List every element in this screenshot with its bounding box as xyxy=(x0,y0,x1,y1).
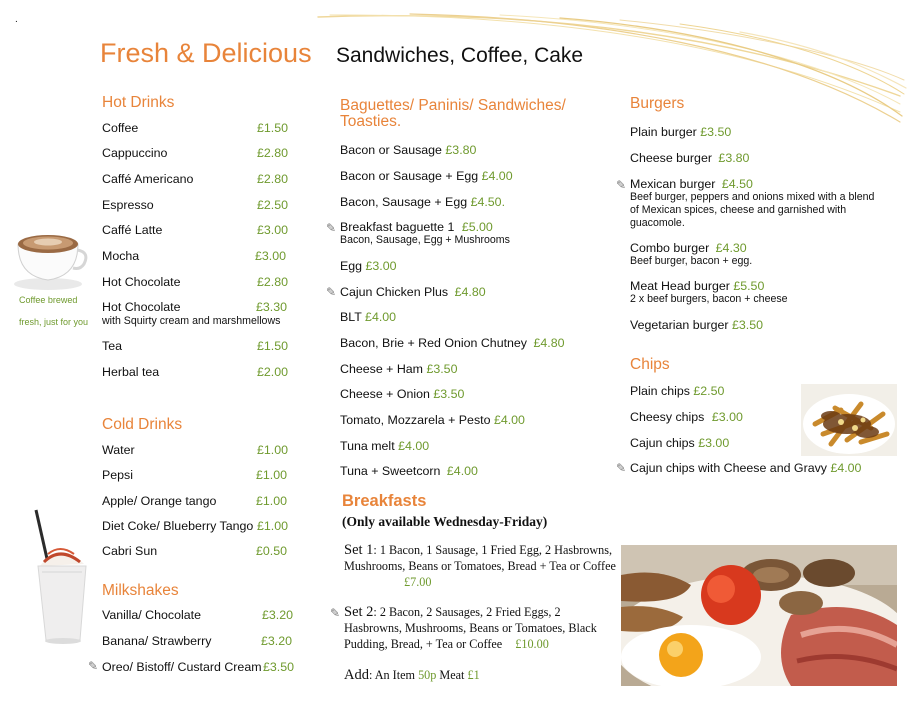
menu-item xyxy=(630,177,880,230)
add-label: Add xyxy=(344,667,369,683)
cold-drinks-heading: Cold Drinks xyxy=(102,416,183,433)
coffee-note: fresh, just for you xyxy=(19,317,89,327)
item-price: £4.00 xyxy=(481,169,513,183)
menu-item: Cappuccino xyxy=(102,146,168,160)
menu-item: Hot Chocolate xyxy=(102,275,181,289)
chips-heading: Chips xyxy=(630,356,670,373)
add-meat-price: £1 xyxy=(467,668,480,682)
milkshake-image xyxy=(30,506,94,646)
item-price: £2.00 xyxy=(257,365,289,379)
item-price: £3.80 xyxy=(445,143,477,157)
stray-mark: . xyxy=(15,14,18,25)
menu-item xyxy=(340,387,464,401)
brand-title: Fresh & Delicious xyxy=(100,38,312,68)
item-price: £1.00 xyxy=(257,443,289,457)
item-name: Combo burger xyxy=(630,241,710,255)
item-name: Cajun chips with Cheese and Gravy xyxy=(630,461,827,475)
menu-item xyxy=(340,336,564,350)
menu-item xyxy=(340,413,525,427)
item-name: Hot Chocolate xyxy=(102,300,181,314)
item-name: Tuna melt xyxy=(340,439,395,453)
item-price: £3.20 xyxy=(261,634,293,648)
item-name: Cheese + Onion xyxy=(340,387,430,401)
coffee-note: Coffee brewed xyxy=(19,295,78,305)
item-price: £3.00 xyxy=(365,259,397,273)
menu-item xyxy=(340,143,476,157)
menu-item xyxy=(630,241,752,268)
menu-item xyxy=(340,169,513,183)
hot-drinks-heading: Hot Drinks xyxy=(102,94,175,111)
item-name: Cajun chips xyxy=(630,436,695,450)
item-price: £3.20 xyxy=(262,608,294,622)
menu-item xyxy=(340,362,457,376)
set-price: £10.00 xyxy=(515,637,549,651)
item-price: £4.50 xyxy=(721,177,753,191)
item-price: £1.50 xyxy=(257,121,289,135)
menu-item xyxy=(630,461,861,475)
breakfast-image xyxy=(621,545,897,686)
item-name: Bacon, Brie + Red Onion Chutney xyxy=(340,336,528,350)
item-name: Tuna + Sweetcorn xyxy=(340,464,441,478)
menu-item xyxy=(630,318,763,332)
menu-item xyxy=(630,384,724,398)
item-price: £2.80 xyxy=(257,275,289,289)
breakfast-add xyxy=(344,667,616,683)
menu-item: Espresso xyxy=(102,198,154,212)
item-price: £3.50 xyxy=(433,387,465,401)
add-meat-text: Meat xyxy=(439,668,465,682)
menu-item: Banana/ Strawberry xyxy=(102,634,212,648)
vegetarian-icon: ✎ xyxy=(616,178,627,192)
coffee-cup-image xyxy=(10,224,90,294)
set-price: £7.00 xyxy=(404,575,432,589)
menu-item xyxy=(340,285,486,299)
item-name: Breakfast baguette 1 xyxy=(340,220,455,234)
vegetarian-icon: ✎ xyxy=(326,285,337,299)
item-price: £3.80 xyxy=(718,151,750,165)
item-name: Cheese + Ham xyxy=(340,362,423,376)
item-price: £4.50. xyxy=(470,195,506,209)
item-price: £4.00 xyxy=(446,464,478,478)
item-price: £2.80 xyxy=(257,146,289,160)
vegetarian-icon: ✎ xyxy=(616,461,627,475)
item-price: £4.80 xyxy=(454,285,486,299)
item-name: Plain burger xyxy=(630,125,697,139)
menu-item: Apple/ Orange tango xyxy=(102,494,217,508)
menu-item: Water xyxy=(102,443,135,457)
menu-item xyxy=(340,259,397,273)
menu-item xyxy=(630,151,749,165)
menu-item xyxy=(630,410,743,424)
set-description: : 2 Bacon, 2 Sausages, 2 Fried Eggs, 2 Hasbrowns, Mushrooms, Beans or Tomatoes, Black Pudding, Bread, + Tea or Coffee xyxy=(344,605,597,651)
item-description: Beef burger, bacon + egg. xyxy=(630,255,753,267)
item-name: Vegetarian burger xyxy=(630,318,729,332)
menu-item xyxy=(102,300,280,328)
menu-item: Cabri Sun xyxy=(102,544,158,558)
item-price: £3.00 xyxy=(698,436,730,450)
menu-item xyxy=(630,125,731,139)
item-name: Bacon or Sausage xyxy=(340,143,442,157)
item-name: Egg xyxy=(340,259,363,273)
item-price: £3.50 xyxy=(426,362,458,376)
menu-item: Pepsi xyxy=(102,468,133,482)
item-price: £2.50 xyxy=(693,384,725,398)
breakfast-set-1 xyxy=(344,542,616,590)
burgers-heading: Burgers xyxy=(630,95,685,112)
set-label: Set 2 xyxy=(344,604,374,620)
menu-item xyxy=(340,195,505,209)
item-price: £3.30 xyxy=(256,300,288,314)
item-price: £4.80 xyxy=(533,336,565,350)
tagline: Sandwiches, Coffee, Cake xyxy=(336,44,584,67)
menu-item xyxy=(630,279,788,306)
menu-item xyxy=(630,436,729,450)
item-name: Cheesy chips xyxy=(630,410,705,424)
menu-item: Coffee xyxy=(102,121,139,135)
breakfasts-subtitle: (Only available Wednesday-Friday) xyxy=(342,514,548,529)
item-price: £5.50 xyxy=(733,279,765,293)
item-price: £2.50 xyxy=(257,198,289,212)
item-price: £0.50 xyxy=(256,544,288,558)
item-price: £3.00 xyxy=(255,249,287,263)
menu-item: Herbal tea xyxy=(102,365,160,379)
item-price: £3.50 xyxy=(700,125,732,139)
item-name: Cajun Chicken Plus xyxy=(340,285,449,299)
item-description: 2 x beef burgers, bacon + cheese xyxy=(630,293,788,305)
menu-item: Diet Coke/ Blueberry Tango xyxy=(102,519,254,533)
item-price: £4.00 xyxy=(493,413,525,427)
breakfast-set-2 xyxy=(344,604,616,652)
item-price: £3.50 xyxy=(263,660,295,674)
item-price: £3.00 xyxy=(257,223,289,237)
menu-item xyxy=(340,439,429,453)
item-name: Tomato, Mozzarela + Pesto xyxy=(340,413,491,427)
item-price: £3.50 xyxy=(731,318,763,332)
item-price: £1.00 xyxy=(256,494,288,508)
menu-item: Tea xyxy=(102,339,122,353)
menu-item: Caffé Americano xyxy=(102,172,194,186)
set-description: : 1 Bacon, 1 Sausage, 1 Fried Egg, 2 Hasbrowns, Mushrooms, Beans or Tomatoes, Bread + Tea or Coffee xyxy=(344,543,616,573)
item-name: BLT xyxy=(340,310,362,324)
item-price: £3.00 xyxy=(711,410,743,424)
add-item-text: : An Item xyxy=(368,668,416,682)
menu-item: Caffé Latte xyxy=(102,223,163,237)
sandwiches-heading: Baguettes/ Paninis/ Sandwiches/ Toasties. xyxy=(340,97,566,130)
menu-item: Vanilla/ Chocolate xyxy=(102,608,201,622)
set-label: Set 1 xyxy=(344,542,374,558)
item-price: £4.00 xyxy=(830,461,862,475)
chips-image xyxy=(801,384,897,456)
vegetarian-icon: ✎ xyxy=(88,659,99,673)
menu-item xyxy=(340,310,396,324)
item-description: Bacon, Sausage, Egg + Mushrooms xyxy=(340,234,510,246)
item-name: Cheese burger xyxy=(630,151,712,165)
item-price: £1.50 xyxy=(257,339,289,353)
item-name: Bacon, Sausage + Egg xyxy=(340,195,468,209)
breakfasts-heading: Breakfasts xyxy=(342,492,427,510)
add-item-price: 50p xyxy=(418,668,437,682)
item-name: Meat Head burger xyxy=(630,279,730,293)
item-price: £1.00 xyxy=(256,468,288,482)
menu-item xyxy=(340,220,510,247)
menu-item xyxy=(340,464,478,478)
item-price: £4.00 xyxy=(365,310,397,324)
item-description: with Squirty cream and marshmellows xyxy=(102,315,281,327)
item-name: Plain chips xyxy=(630,384,690,398)
item-price: £4.00 xyxy=(398,439,430,453)
item-price: £2.80 xyxy=(257,172,289,186)
item-price: £1.00 xyxy=(257,519,289,533)
menu-item: Oreo/ Bistoff/ Custard Cream xyxy=(102,660,262,674)
item-price: £5.00 xyxy=(461,220,493,234)
item-price: £4.30 xyxy=(715,241,747,255)
vegetarian-icon: ✎ xyxy=(330,606,341,620)
milkshakes-heading: Milkshakes xyxy=(102,582,179,599)
vegetarian-icon: ✎ xyxy=(326,221,337,235)
item-description: Beef burger, peppers and onions mixed with a blend of Mexican spices, cheese and garnished with guacomole. xyxy=(630,191,875,229)
item-name: Bacon or Sausage + Egg xyxy=(340,169,479,183)
menu-item: Mocha xyxy=(102,249,140,263)
item-name: Mexican burger xyxy=(630,177,716,191)
